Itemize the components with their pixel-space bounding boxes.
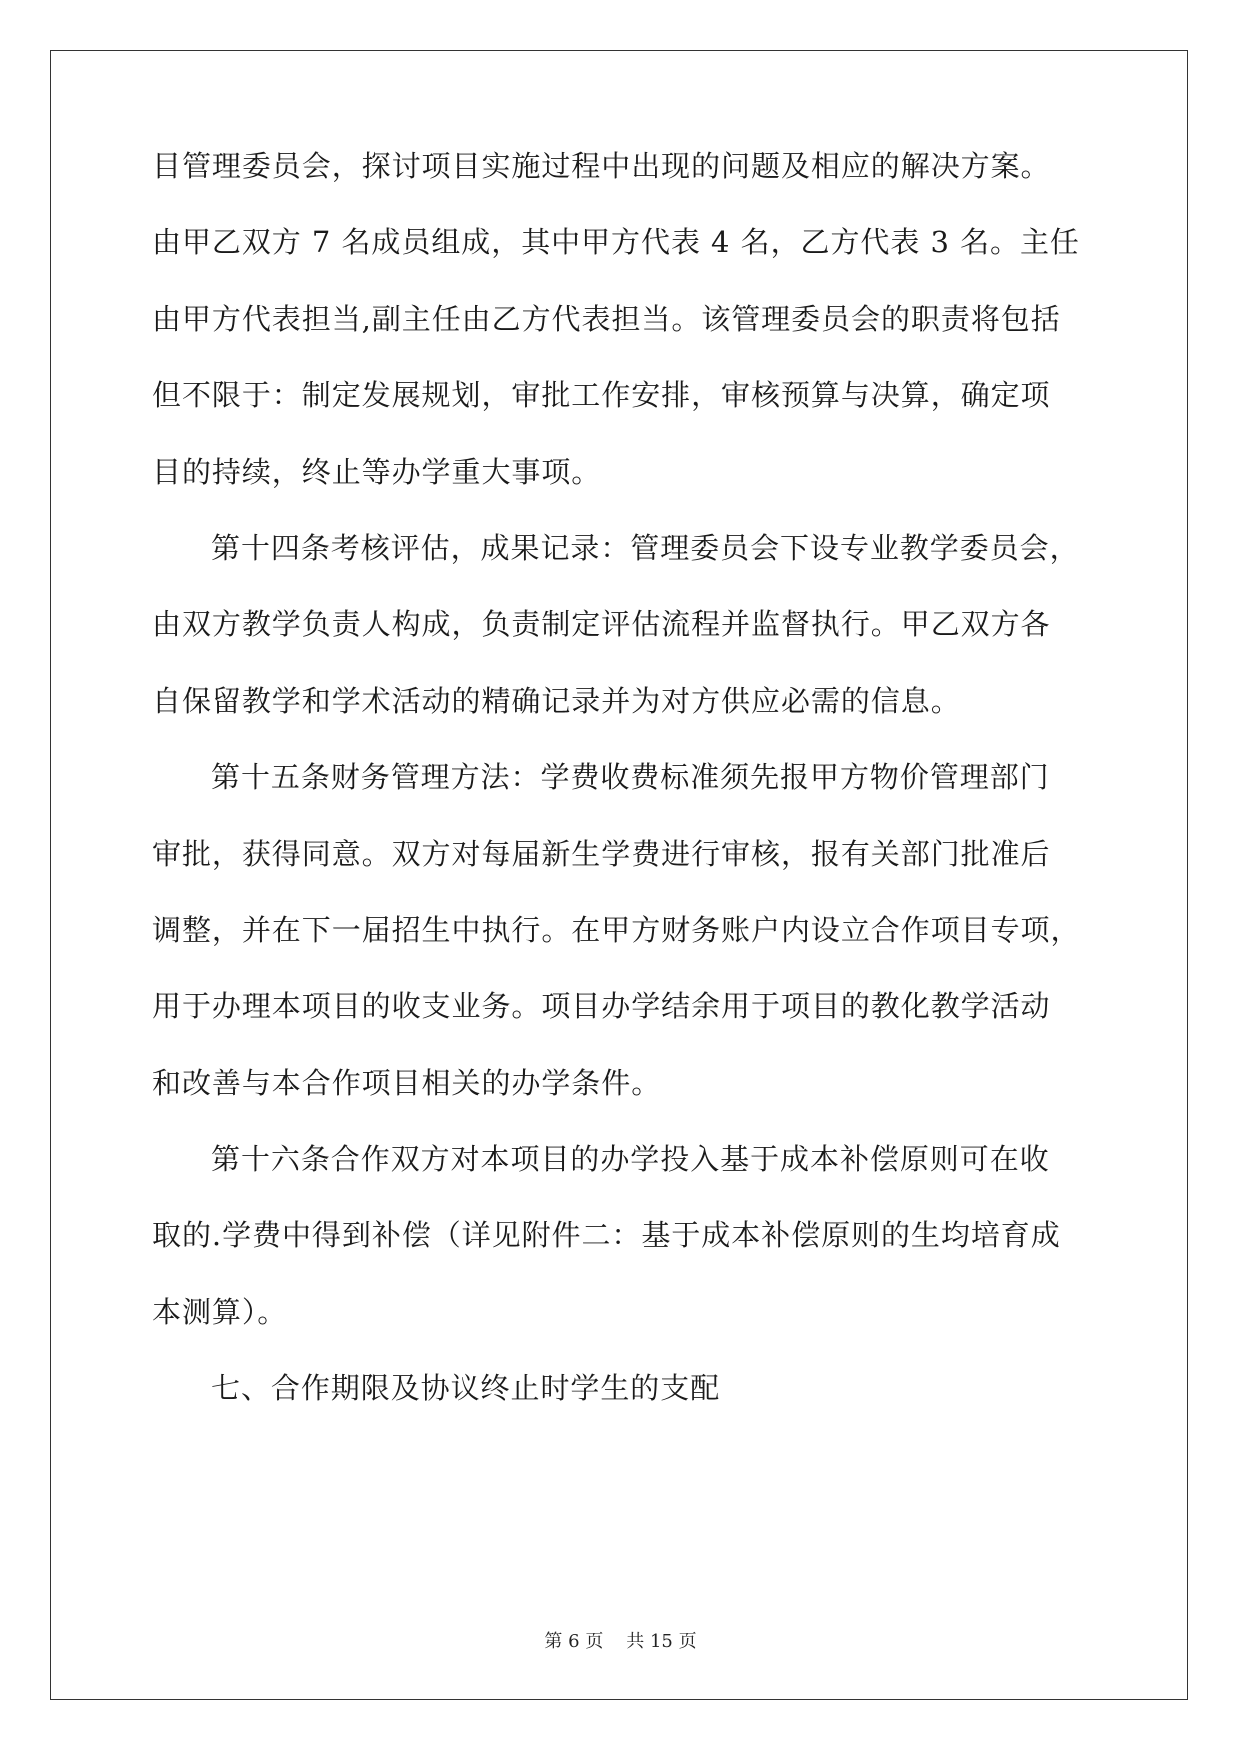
text-line: 但不限于：制定发展规划，审批工作安排，审核预算与决算，确定项 xyxy=(152,378,1051,413)
text-line: 目的持续，终止等办学重大事项。 xyxy=(152,454,602,489)
text-line: 由双方教学负责人构成，负责制定评估流程并监督执行。甲乙双方各 xyxy=(152,607,1051,642)
text-line: 由甲方代表担当,副主任由乙方代表担当。该管理委员会的职责将包括 xyxy=(152,301,1061,336)
text-line: 和改善与本合作项目相关的办学条件。 xyxy=(152,1065,662,1100)
page-footer xyxy=(0,1631,1241,1653)
paragraph-first-line: 第十六条合作双方对本项目的办学投入基于成本补偿原则可在收 xyxy=(211,1142,1050,1177)
document-body xyxy=(152,147,1092,1446)
page-number: 第 6 页 xyxy=(544,1631,604,1652)
section-heading: 七、合作期限及协议终止时学生的支配 xyxy=(211,1371,721,1406)
text-line: 由甲乙双方 7 名成员组成，其中甲方代表 4 名，乙方代表 3 名。主任 xyxy=(152,225,1080,260)
text-line: 调整，并在下一届招生中执行。在甲方财务账户内设立合作项目专项， xyxy=(152,912,1081,947)
text-line: 取的.学费中得到补偿（详见附件二：基于成本补偿原则的生均培育成 xyxy=(152,1218,1061,1253)
text-line: 审批，获得同意。双方对每届新生学费进行审核，报有关部门批准后 xyxy=(152,836,1051,871)
text-line: 自保留教学和学术活动的精确记录并为对方供应必需的信息。 xyxy=(152,683,961,718)
paragraph-first-line: 第十五条财务管理方法：学费收费标准须先报甲方物价管理部门 xyxy=(211,760,1050,795)
text-line: 目管理委员会，探讨项目实施过程中出现的问题及相应的解决方案。 xyxy=(152,149,1051,183)
text-line: 用于办理本项目的收支业务。项目办学结余用于项目的教化教学活动 xyxy=(152,989,1051,1024)
text-line: 本测算）。 xyxy=(152,1294,288,1329)
paragraph-first-line: 第十四条考核评估，成果记录：管理委员会下设专业教学委员会， xyxy=(211,530,1080,565)
page-total: 共 15 页 xyxy=(626,1631,697,1652)
